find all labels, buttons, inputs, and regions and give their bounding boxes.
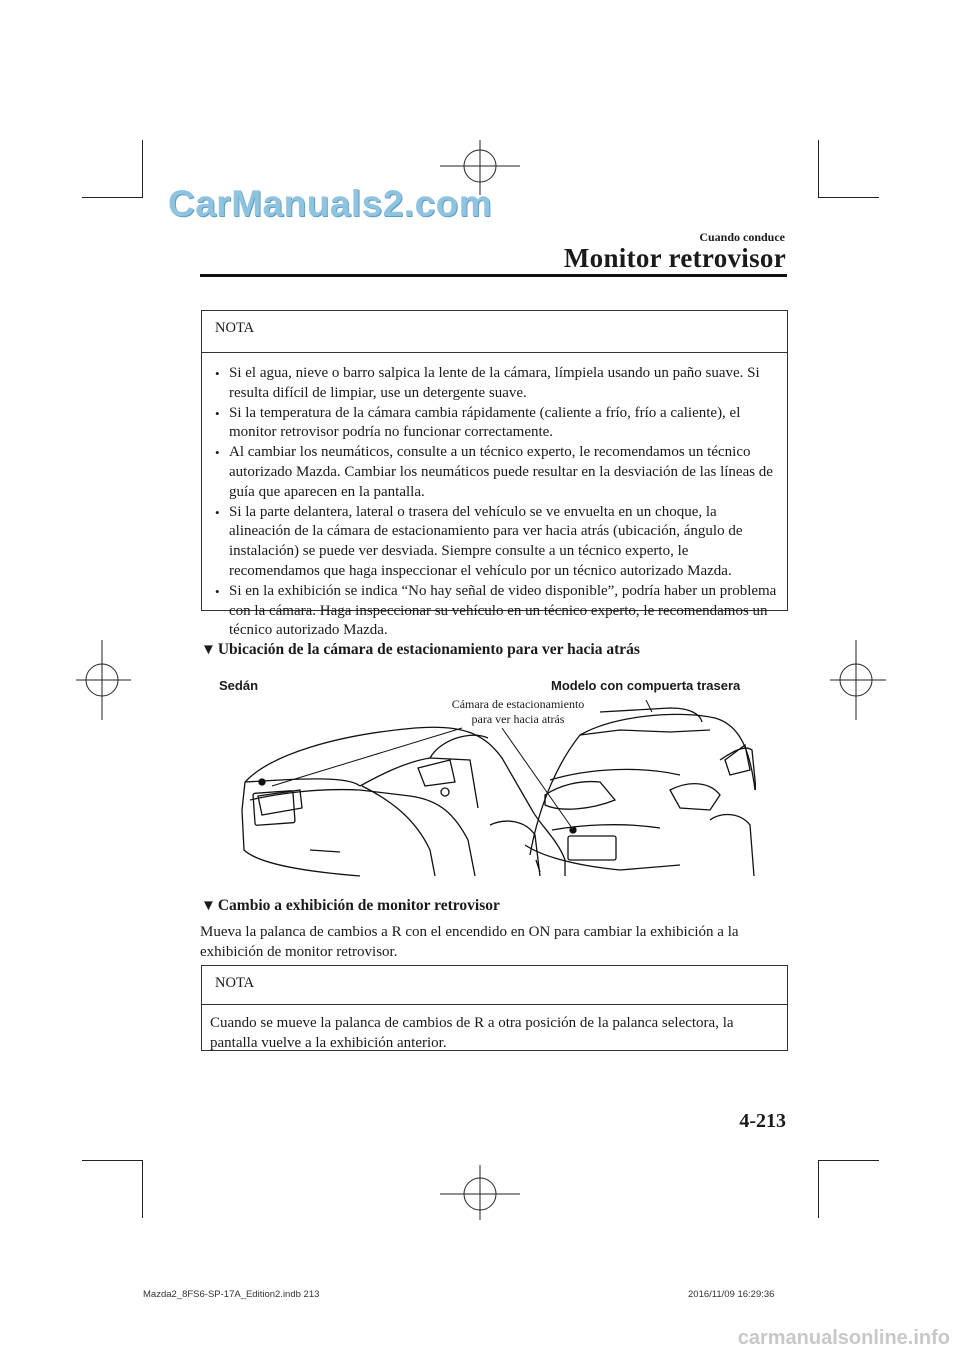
figure-label-hatchback: Modelo con compuerta trasera — [551, 678, 741, 693]
site-watermark: carmanualsonline.info — [737, 1327, 950, 1349]
note-box — [201, 310, 788, 639]
note-list — [202, 353, 787, 641]
list-item: • Si la parte delantera, lateral o trasera del vehículo se ve envuelta en un choque, la alineación de la cámara de estacionamiento para ver hacia atrás (ubicación, ángulo de instalación) se puede ver desviada. Siempre consulte a un técnico experto, le recomendamos que haga inspeccionar el vehículo por un técnico autorizado Mazda. — [215, 503, 743, 579]
list-item: • Si en la exhibición se indica “No hay señal de video disponible”, podría haber un problema con la cámara. Haga inspeccionar su vehículo en un técnico experto, le recomendamos un técnico autorizado Mazda. — [215, 582, 777, 639]
page-number: 4-213 — [739, 1110, 786, 1132]
section-heading: ▼ Ubicación de la cámara de estacionamiento para ver hacia atrás — [201, 641, 640, 658]
triangle-marker-icon: ▼ — [201, 642, 216, 658]
header-rule — [200, 274, 787, 277]
note-title: NOTA — [215, 320, 255, 336]
rear-camera-illustration — [240, 700, 756, 880]
section-body: Mueva la palanca de cambios a R con el encendido en ON para cambiar la exhibición a la exhibición de monitor retrovisor. — [200, 924, 739, 960]
note-title: NOTA — [215, 975, 255, 991]
hatchback-drawing — [525, 708, 756, 876]
chapter-title: Cuando conduce — [699, 230, 785, 244]
footer-filename: Mazda2_8FS6-SP-17A_Edition2.indb 213 — [143, 1289, 320, 1300]
section-heading: ▼ Cambio a exhibición de monitor retrovisor — [201, 897, 500, 914]
note-body: Cuando se mueve la palanca de cambios de R a otra posición de la palanca selectora, la pantalla vuelve a la exhibición anterior. — [210, 1015, 734, 1051]
list-item: • Si la temperatura de la cámara cambia rápidamente (caliente a frío, frío a caliente), el monitor retrovisor podría no funcionar correctamente. — [215, 404, 741, 441]
list-item: • Si el agua, nieve o barro salpica la lente de la cámara, límpiela usando un paño suave. Si resulta difícil de limpiar, use un detergente suave. — [215, 365, 760, 401]
triangle-marker-icon: ▼ — [201, 898, 216, 914]
page-title: Monitor retrovisor — [563, 243, 786, 273]
figure-label-sedan: Sedán — [219, 678, 259, 693]
list-item: • Al cambiar los neumáticos, consulte a un técnico experto, le recomendamos un técnico autorizado Mazda. Cambiar los neumáticos puede resultar en la desviación de las líneas de guía que aparecen en la pantalla. — [215, 444, 773, 500]
footer-timestamp: 2016/11/09 16:29:36 — [688, 1289, 775, 1300]
camera-callout: Cámara de estacionamiento para ver hacia atrás — [451, 697, 585, 726]
note-box — [201, 965, 788, 1051]
watermark-logo: CarManuals2.com — [168, 183, 493, 224]
